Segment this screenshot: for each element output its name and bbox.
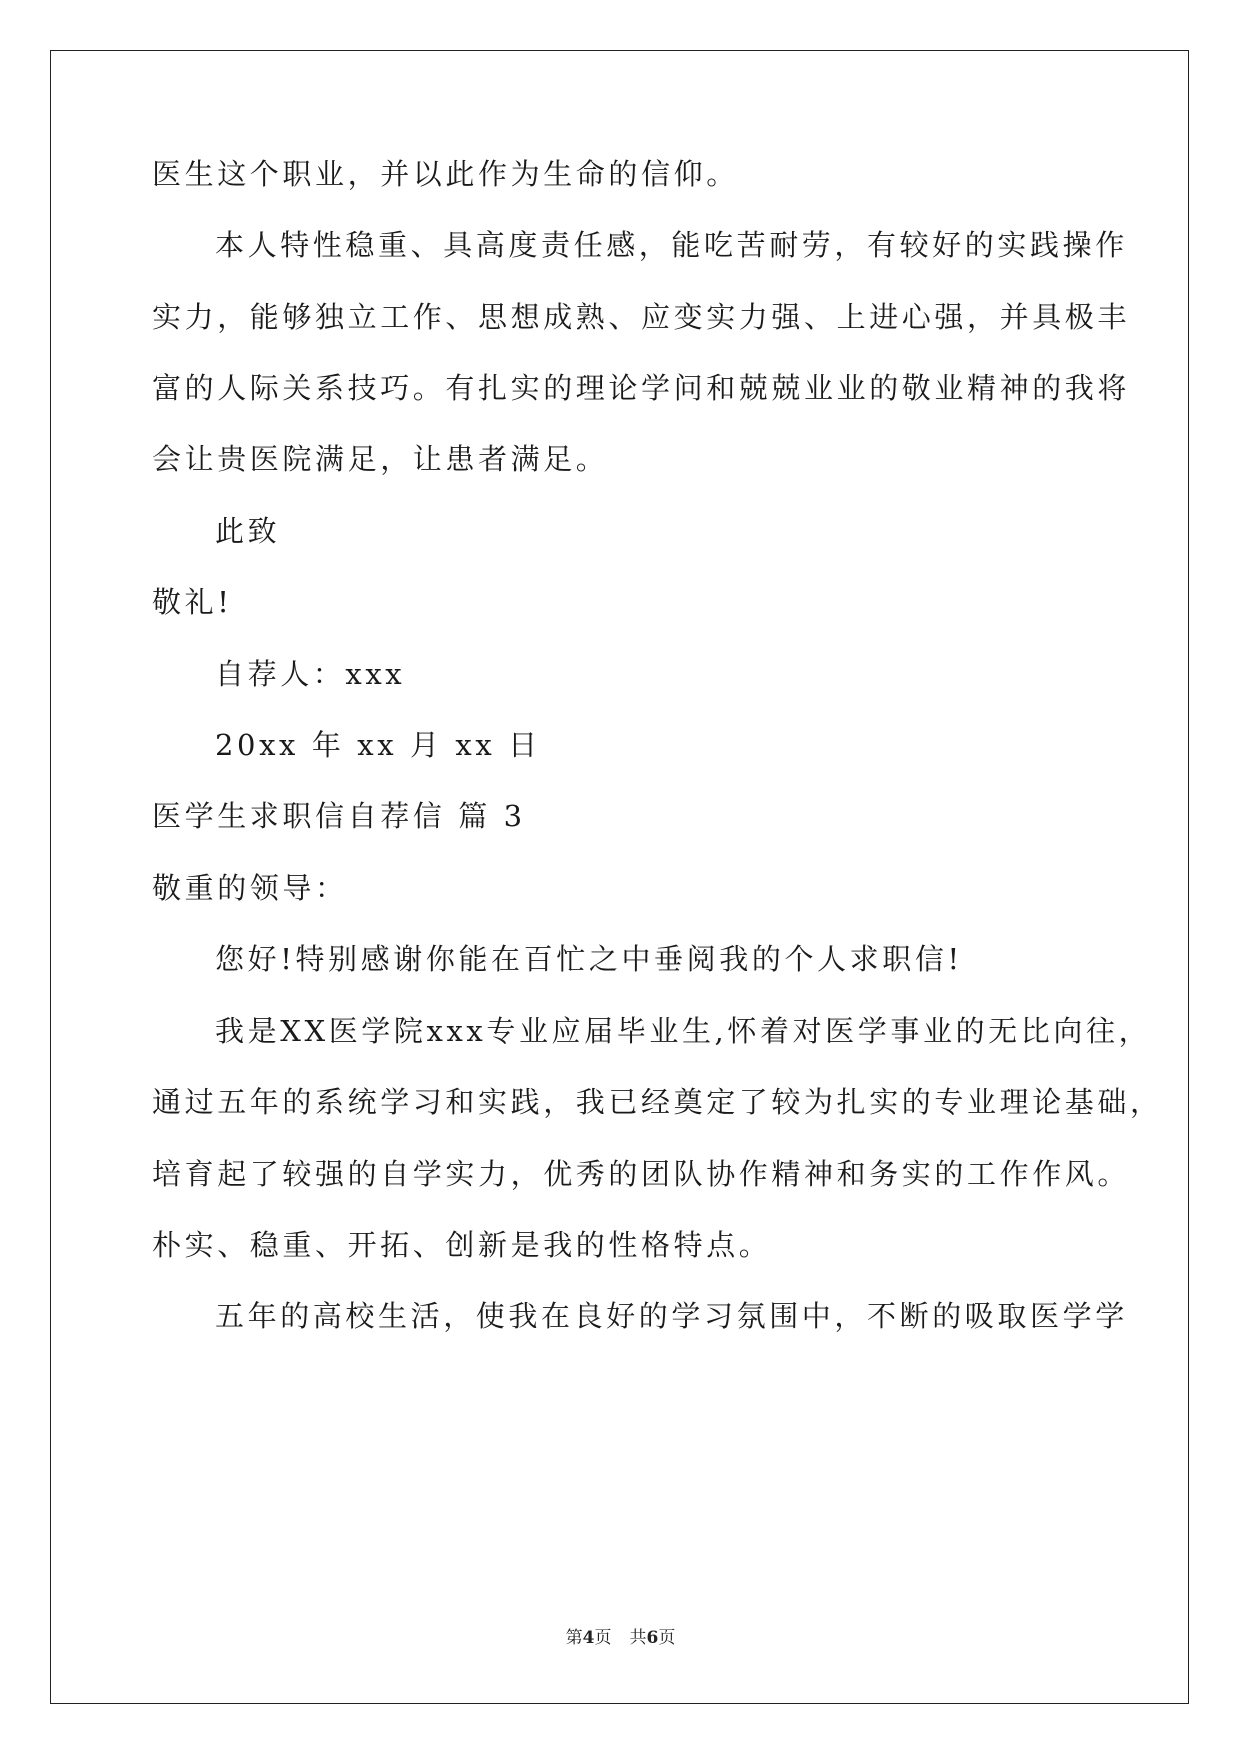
text-line: 培育起了较强的自学实力，优秀的团队协作精神和务实的工作作风。	[152, 1157, 1131, 1191]
footer-page-suffix: 页	[594, 1628, 612, 1648]
section-heading: 医学生求职信自荐信 篇 3	[152, 799, 526, 833]
text-line: 通过五年的系统学习和实践，我已经奠定了较为扎实的专业理论基础，	[152, 1085, 1163, 1119]
closing-regards: 敬礼!	[152, 585, 233, 619]
text-line: 医生这个职业，并以此作为生命的信仰。	[152, 157, 739, 191]
text-line: 富的人际关系技巧。有扎实的理论学问和兢兢业业的敬业精神的我将	[152, 371, 1131, 405]
text-line: 我是XX医学院xxx专业应届毕业生,怀着对医学事业的无比向往，	[215, 1014, 1152, 1048]
text-line: 您好!特别感谢你能在百忙之中垂阅我的个人求职信!	[215, 942, 963, 976]
text-line: 本人特性稳重、具高度责任感，能吃苦耐劳，有较好的实践操作	[215, 228, 1128, 262]
footer-page-prefix: 第	[565, 1628, 583, 1648]
text-line: 朴实、稳重、开拓、创新是我的性格特点。	[152, 1228, 772, 1262]
footer-total-prefix: 共	[629, 1628, 647, 1648]
footer-total-suffix: 页	[658, 1628, 676, 1648]
closing-salutation: 此致	[215, 514, 281, 548]
text-line: 五年的高校生活，使我在良好的学习氛围中，不断的吸取医学学	[215, 1299, 1128, 1333]
footer-page-current: 4	[582, 1628, 595, 1648]
footer-page-total: 6	[646, 1628, 659, 1648]
text-line: 实力，能够独立工作、思想成熟、应变实力强、上进心强，并具极丰	[152, 300, 1131, 334]
signature-line: 自荐人：xxx	[215, 657, 406, 691]
page-footer	[0, 1626, 1241, 1650]
greeting-line: 敬重的领导：	[152, 871, 348, 905]
date-line: 20xx 年 xx 月 xx 日	[215, 728, 541, 762]
text-line: 会让贵医院满足，让患者满足。	[152, 442, 609, 476]
